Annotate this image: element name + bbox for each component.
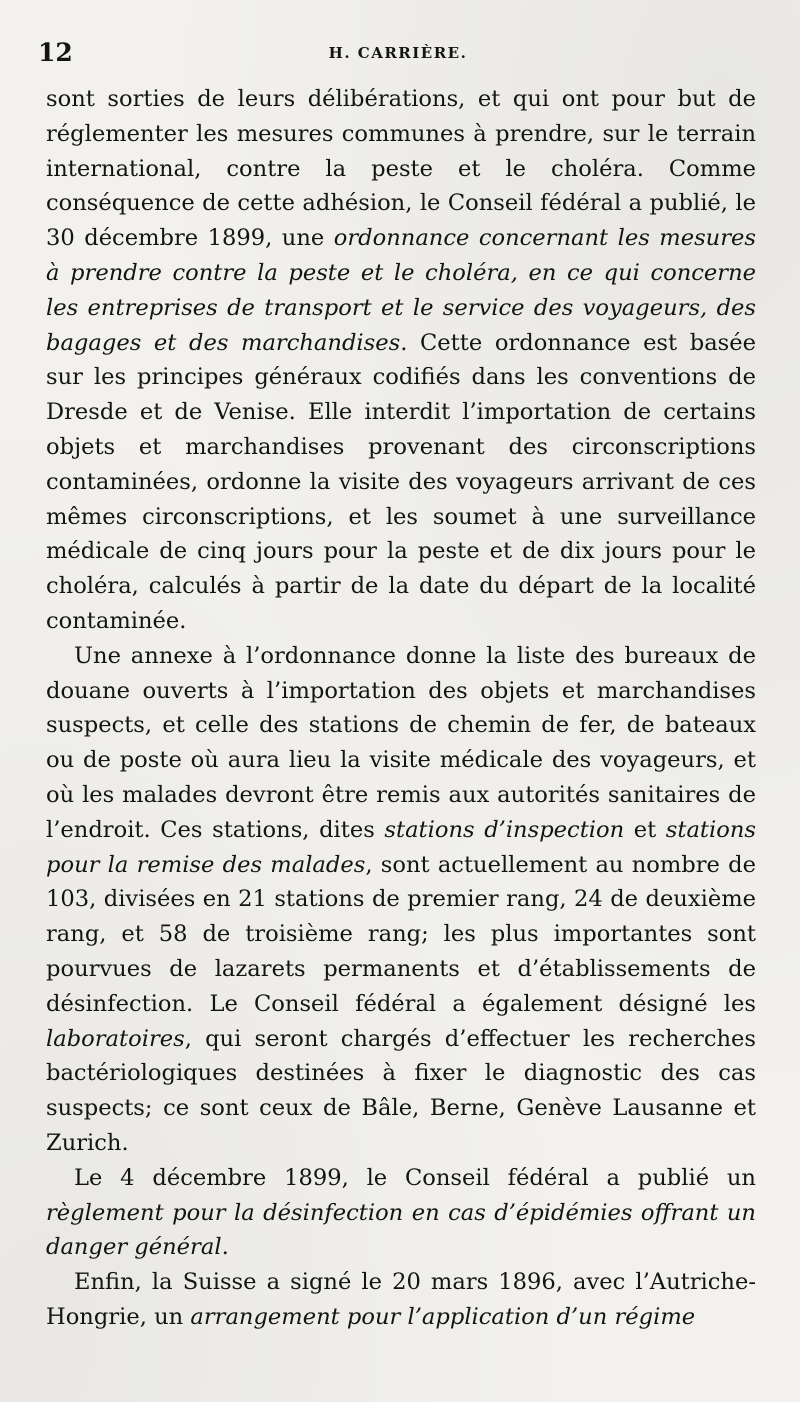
text-run: Enfin, la Suisse a signé le 20 mars 1896, avec l’Autriche-Hongrie, un (46, 1269, 756, 1330)
text-run: . Cette ordonnance est basée sur les principes généraux codifiés dans les conventions de Dresde et de Venise. Elle interdit l’importation de certains objets et marchandises provenant des circonscriptions contaminées, ordonne la visite des voyageurs arrivant de ces mêmes circonscriptions, et les soumet à une surveillance médicale de cinq jours pour la peste et de dix jours pour le choléra, calculés à partir de la date du départ de la localité contaminée. (46, 329, 756, 634)
text-run: sont sorties de leurs délibérations, et qui ont pour but de réglementer les mesures communes à prendre, sur le terrain international, contre la peste et le choléra. Comme conséquence de cette adhésion, le Conseil fédéral a publié, le 30 décembre 1899, une (46, 86, 756, 252)
paragraph (46, 639, 756, 1161)
text-run: . (221, 1234, 229, 1261)
running-head: H. CARRIÈRE. (328, 44, 468, 62)
text-run: et (624, 816, 666, 843)
body-text (46, 82, 756, 1335)
paragraph (46, 1265, 756, 1335)
page-header (38, 38, 758, 72)
page-number: 12 (38, 38, 73, 67)
paragraph (46, 1161, 756, 1265)
italic-text: arrangement pour l’application d’un régime (190, 1303, 696, 1330)
text-run: Une annexe à l’ordonnance donne la liste des bureaux de douane ouverts à l’importation des objets et marchandises suspects, et celle des stations de chemin de fer, de bateaux ou de poste où aura lieu la visite médicale des voyageurs, et où les malades devront être remis aux autorités sanitaires de l’endroit. Ces stations, dites (46, 642, 756, 843)
text-run: , qui seront chargés d’effectuer les recherches bactériologiques destinées à fixer le diagnostic des cas suspects; ce sont ceux de Bâle, Berne, Genève Lausanne et Zurich. (46, 1025, 756, 1156)
italic-text: ordonnance concernant les mesures à prendre contre la peste et le choléra, en ce qui concerne les entreprises de transport et le service des voyageurs, des bagages et des marchandises (46, 225, 756, 356)
text-run: Le 4 décembre 1899, le Conseil fédéral a publié un (74, 1164, 756, 1191)
italic-text: laboratoires (46, 1025, 185, 1052)
text-run: , sont actuellement au nombre de 103, divisées en 21 stations de premier rang, 24 de deuxième rang, et 58 de troisième rang; les plus importantes sont pourvues de lazarets permanents et d’établissements de désinfection. Le Conseil fédéral a également désigné les (46, 851, 756, 1017)
italic-text: stations d’inspection (384, 816, 625, 843)
italic-text: règlement pour la désinfection en cas d’épidémies offrant un danger général (46, 1199, 756, 1261)
paragraph (46, 82, 756, 639)
italic-text: stations pour la remise des malades (46, 816, 756, 878)
